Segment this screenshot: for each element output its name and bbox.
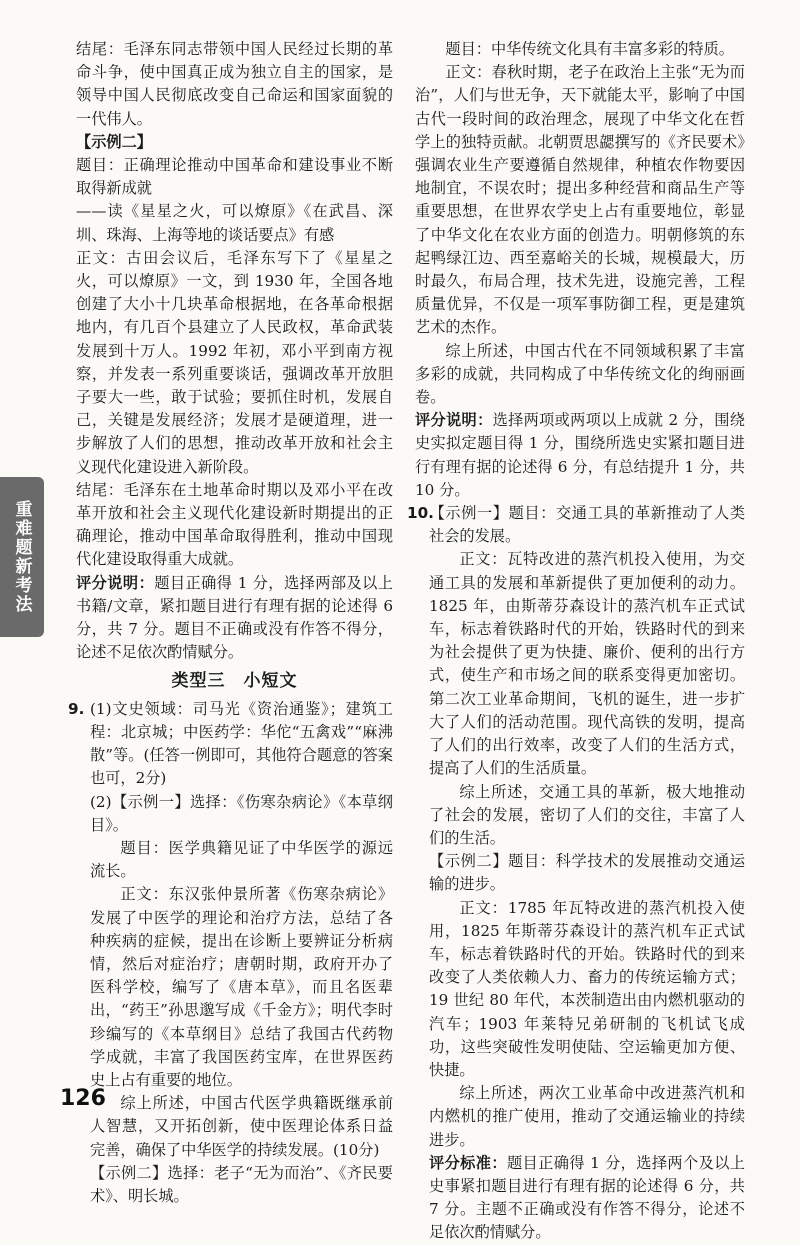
q10-score-label: 评分标准：	[429, 1153, 507, 1172]
right-score-note	[415, 409, 745, 502]
essay-body: 正文：古田会议后，毛泽东写下了《星星之火，可以燎原》一文，到 1930 年，全国各地创建了大小十几块革命根据地，在各革命根据地内，有几百个县建立了人民政权，革命武装发展到十万人。1992 年初，邓小平到南方视察，并发表一系列重要谈话，强调改革开放胆子要大一些，敢于试验；要抓住时机，发展自己，关键是发展经济；发展才是硬道理，进一步解放了人们的思想，推动改革开放和社会主义现代化建设进入新阶段。	[76, 248, 393, 476]
q9-example-2: 【示例二】选择：老子“无为而治”、《齐民要术》、明长城。	[90, 1163, 393, 1205]
right-body: 正文：春秋时期，老子在政治上主张“无为而治”，人们与世无争，天下就能太平，影响了中国古代一段时间的政治理念，展现了中华文化在哲学上的独特贡献。北朝贾思勰撰写的《齐民要术》强调农业生产要遵循自然规律，种植农作物要因地制宜，不误农时；提出多种经营和商品生产等重要思想，在世界农学史上占有重要地位，彰显了中华文化在农业方面的创造力。明朝修筑的东起鸭绿江边、西至嘉峪关的长城，规模最大，历时最久，布局合理，技术先进，设施完善，工程质量优异，不仅是一项军事防御工程，更是建筑艺术的杰作。	[415, 63, 745, 337]
q10-body-1: 正文：瓦特改进的蒸汽机投入使用，为交通工具的发展和革新提供了更加便利的动力。1825 年，由斯蒂芬森设计的蒸汽机车正式试车，标志着铁路时代的开始，铁路时代的到来为社会提供了更为快捷、廉价、便利的出行方式，使生产和市场之间的联系变得更加密切。第二次工业革命期间，飞机的诞生，进一步扩大了人们的活动范围。现代高铁的发明，提高了人们的出行效率，改变了人们的生活方式，提高了人们的生活质量。	[429, 550, 745, 778]
section-heading: 类型三 小短文	[171, 671, 298, 692]
question-9-number: 9.	[68, 699, 85, 718]
q10-ex1-text: 【示例一】题目：交通工具的革新推动了人类社会的发展。	[429, 504, 745, 546]
right-score-label: 评分说明：	[415, 411, 493, 430]
score-note	[76, 572, 393, 665]
page-number: 126	[60, 1086, 106, 1111]
left-column	[68, 38, 393, 1208]
right-title: 题目：中华传统文化具有丰富多彩的特质。	[445, 40, 734, 58]
q10-summary-2: 综上所述，两次工业革命中改进蒸汽机和内燃机的推广使用，推动了交通运输业的持续进步。	[429, 1084, 745, 1149]
essay-subtitle: ——读《星星之火，可以燎原》《在武昌、深圳、珠海、上海等地的谈话要点》有感	[76, 202, 393, 244]
q10-score-note	[415, 1152, 745, 1245]
q10-example-2: 【示例二】题目：科学技术的发展推动交通运输的进步。	[429, 852, 745, 894]
right-summary: 综上所述，中国古代在不同领域积累了丰富多彩的成就，共同构成了中华传统文化的绚丽画卷。	[415, 341, 745, 407]
left-conclusion-1: 结尾：毛泽东同志带领中国人民经过长期的革命斗争，使中国真正成为独立自主的国家，是领导中国人民彻底改变自己命运和国家面貌的一代伟人。	[76, 40, 393, 128]
section-side-tab	[0, 477, 44, 637]
essay-title: 题目：正确理论推动中国革命和建设事业不断取得新成就	[76, 156, 393, 198]
q9-summary: 综上所述，中国古代医学典籍既继承前人智慧，又开拓创新，使中医理论体系日益完善，确保了中华医学的持续发展。(10分)	[90, 1094, 393, 1159]
question-9-part-1	[68, 698, 393, 791]
score-text: 题目正确得 1 分，选择两部及以上书籍/文章，紧扣题目进行有理有据的论述得 6 分，共 7 分。题目不正确或没有作答不得分，论述不足依次酌情赋分。	[76, 573, 393, 662]
q9-title: 题目：医学典籍见证了中华医学的源远流长。	[90, 838, 393, 881]
side-tab-label: 重难题新考法	[11, 500, 32, 614]
example-2-label: 【示例二】	[76, 132, 152, 151]
essay-ending: 结尾：毛泽东在土地革命时期以及邓小平在改革开放和社会主义现代化建设新时期提出的正确理论，推动中国革命取得胜利，推动中国现代化建设取得重大成就。	[76, 480, 393, 569]
score-label: 评分说明：	[76, 573, 155, 592]
q10-summary-1: 综上所述，交通工具的革新，极大地推动了社会的发展，密切了人们的交往，丰富了人们的生活。	[429, 782, 745, 847]
question-10-number: 10.	[407, 504, 434, 523]
question-10-example-1	[407, 502, 745, 548]
q9-part1-text: (1)文史领域：司马光《资治通鉴》；建筑工程：北京城；中医药学：华佗“五禽戏”“麻沸散”等。(任答一例即可，其他符合题意的答案也可，2分)	[90, 699, 393, 788]
right-score-text: 选择两项或两项以上成就 2 分，围绕史实拟定题目得 1 分，围绕所选史实紧扣题目进行有理有据的论述得 6 分，有总结提升 1 分，共 10 分。	[415, 411, 745, 499]
right-column	[407, 38, 745, 1245]
q9-body: 正文：东汉张仲景所著《伤寒杂病论》发展了中医学的理论和治疗方法，总结了各种疾病的症候，提出在诊断上要辨证分析病情，然后对症治疗；唐朝时期，政府开办了医科学校，编写了《唐本草》，而且名医辈出，“药王”孙思邈写成《千金方》；明代李时珍编写的《本草纲目》总结了我国古代药物学成就，丰富了我国医药宝库，在世界医药史上占有重要的地位。	[90, 885, 393, 1089]
question-9-part-2: (2)【示例一】选择：《伤寒杂病论》《本草纲目》。	[90, 792, 393, 834]
q10-body-2: 正文：1785 年瓦特改进的蒸汽机投入使用，1825 年斯蒂芬森设计的蒸汽机车正式试车，标志着铁路时代的开始。铁路时代的到来改变了人类依赖人力、畜力的传统运输方式；19 世纪 80 年代，本茨制造出由内燃机驱动的汽车；1903 年莱特兄弟研制的飞机试飞成功，这些突破性发明使陆、空运输更加方便、快捷。	[429, 898, 745, 1079]
q10-score-text: 题目正确得 1 分，选择两个及以上史事紧扣题目进行有理有据的论述得 6 分，共 7 分。主题不正确或没有作答不得分，论述不足依次酌情赋分。	[429, 1153, 745, 1242]
